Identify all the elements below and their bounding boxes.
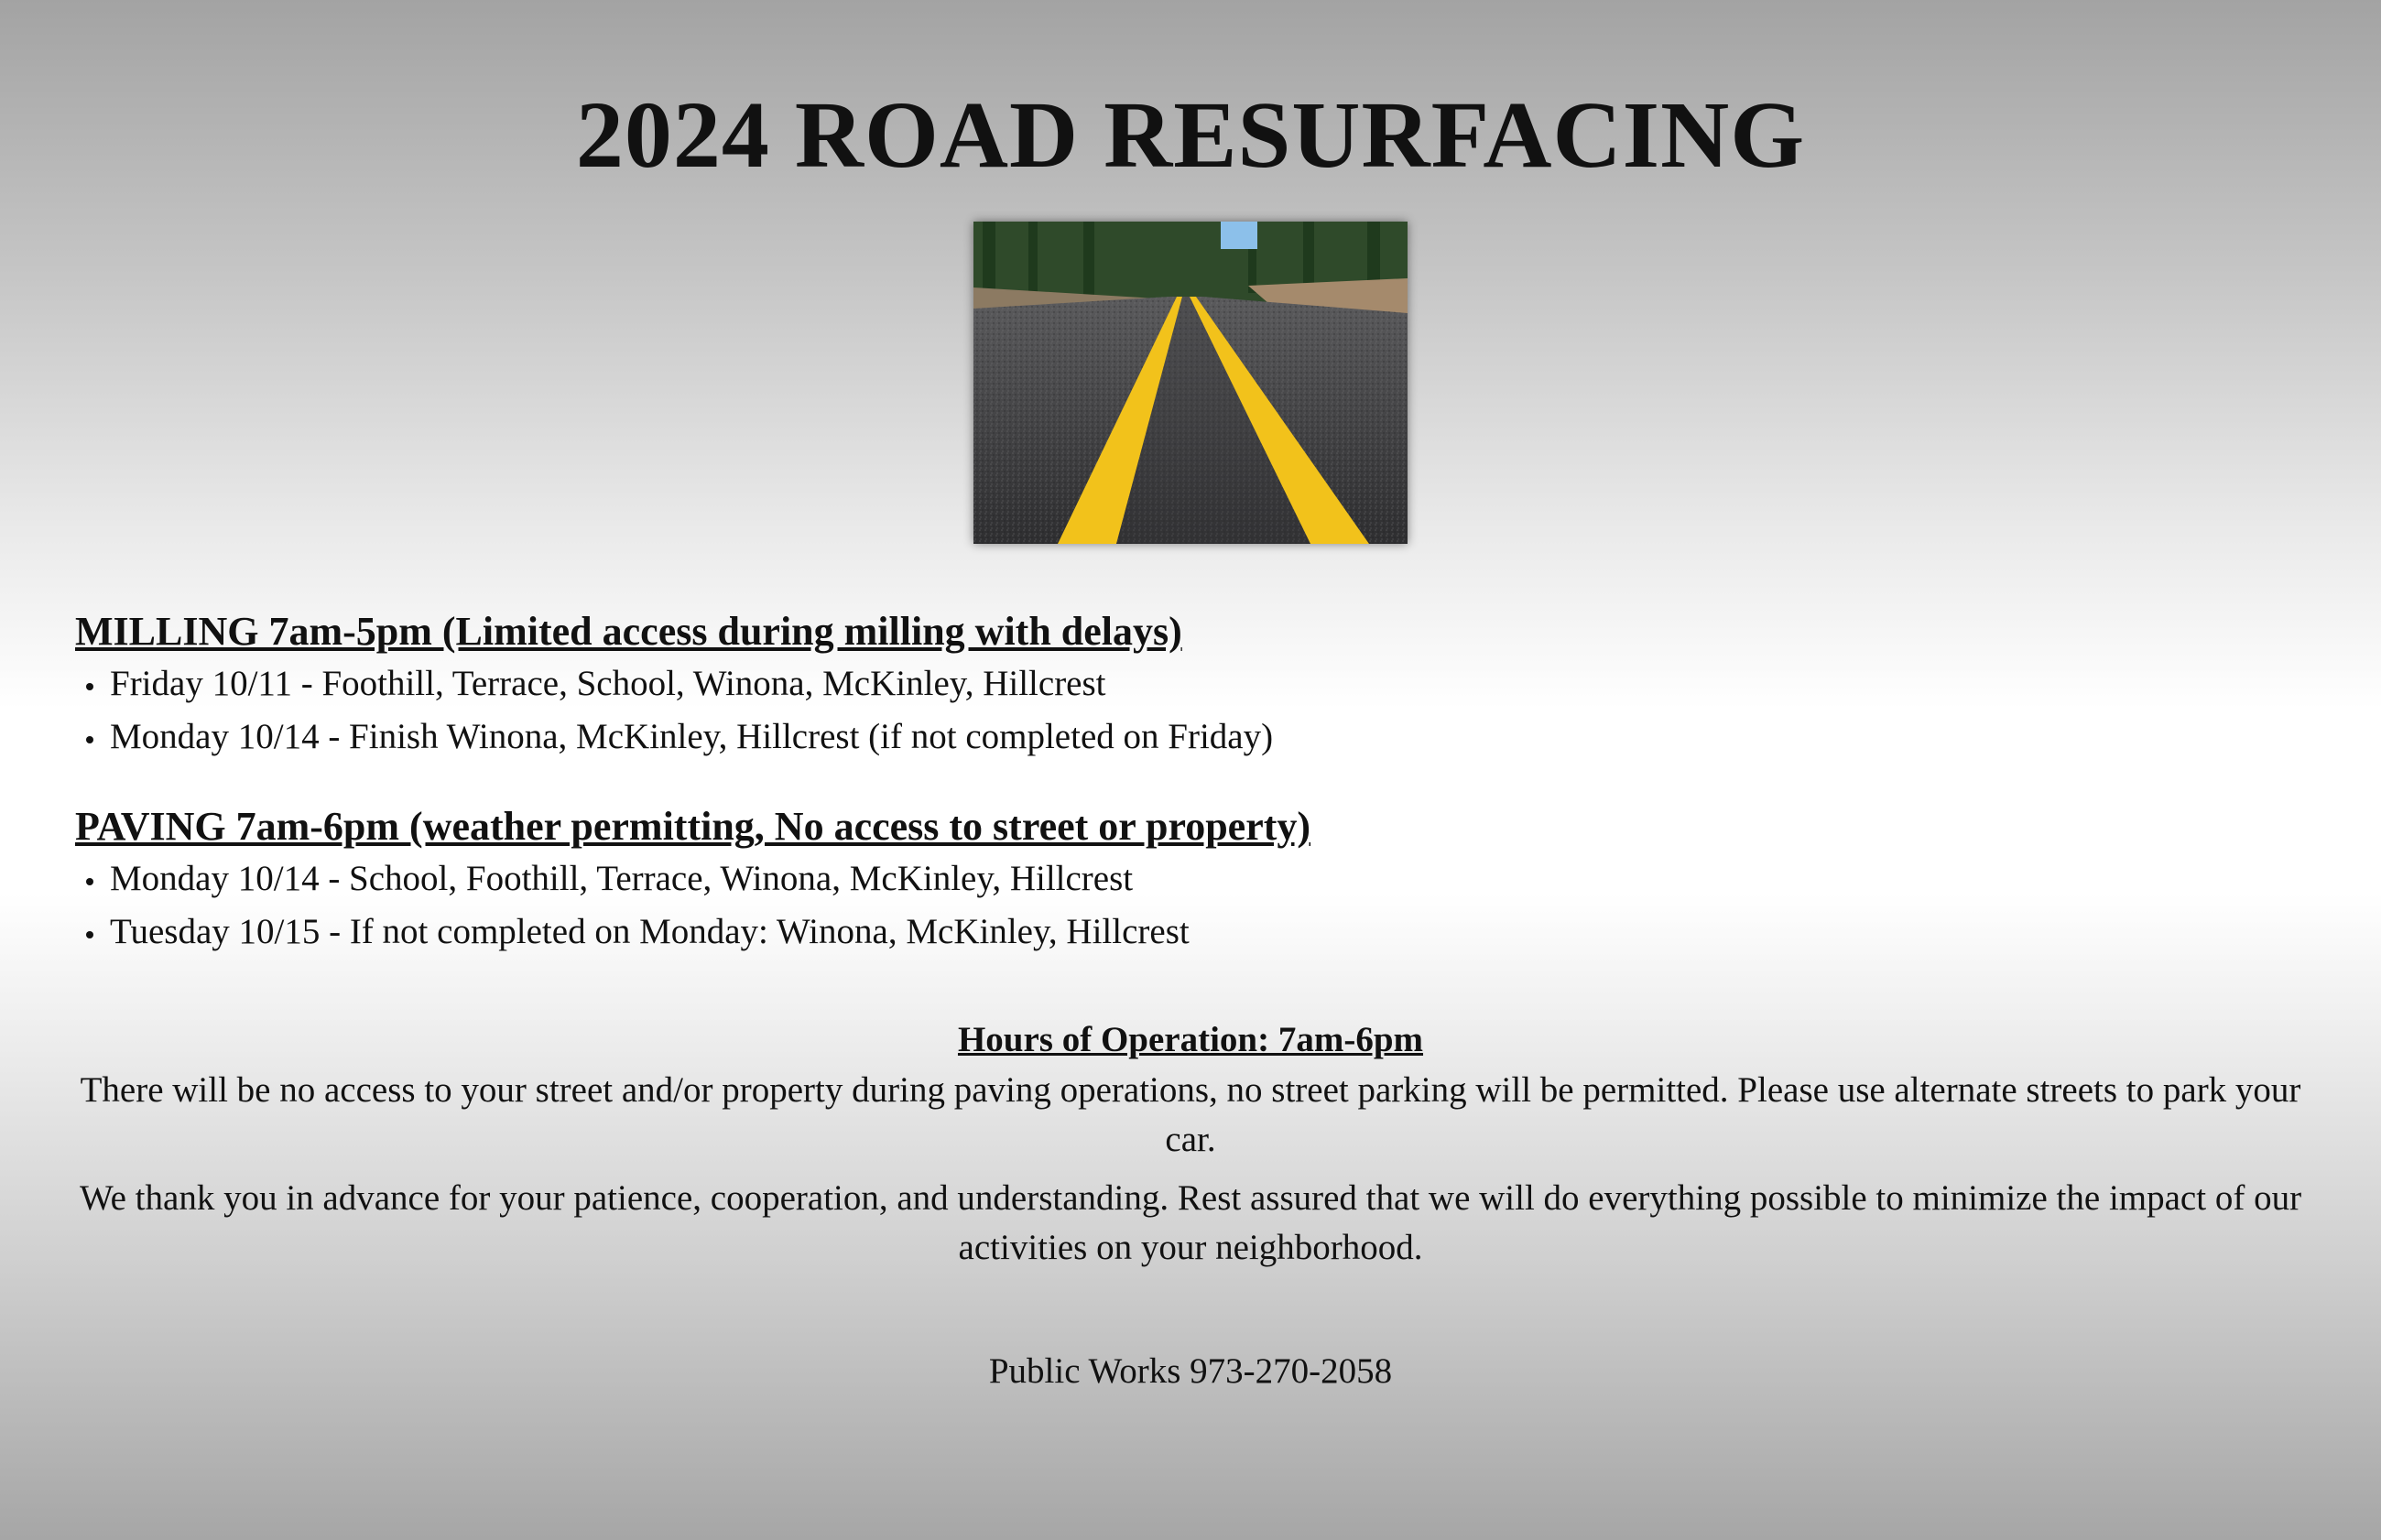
list-item: Monday 10/14 - Finish Winona, McKinley, Hillcrest (if not completed on Friday) [75, 710, 2310, 764]
list-item: Tuesday 10/15 - If not completed on Monday: Winona, McKinley, Hillcrest [75, 906, 2310, 959]
hours-section [73, 1014, 2308, 1273]
page-title: 2024 ROAD RESURFACING [575, 82, 1806, 188]
milling-section [75, 606, 2310, 764]
road-photo-icon [973, 222, 1408, 544]
milling-list [75, 657, 2310, 764]
hours-heading: Hours of Operation: 7am-6pm [957, 1020, 1424, 1059]
list-item: Monday 10/14 - School, Foothill, Terrace, Winona, McKinley, Hillcrest [75, 852, 2310, 906]
thank-you-notice: We thank you in advance for your patience, cooperation, and understanding. Rest assured that we will do everything possible to minimize the impact of our activities on your neighborhood. [79, 1178, 2302, 1267]
milling-heading: MILLING 7am-5pm (Limited access during milling with delays) [75, 609, 1182, 654]
access-notice: There will be no access to your street and/or property during paving operations, no street parking will be permitted. Please use alternate streets to park your car. [80, 1070, 2301, 1159]
contact-info: Public Works 973-270-2058 [988, 1351, 1393, 1391]
paving-section [75, 801, 2310, 959]
paving-heading: PAVING 7am-6pm (weather permitting, No access to street or property) [75, 804, 1311, 849]
paving-list [75, 852, 2310, 959]
list-item: Friday 10/11 - Foothill, Terrace, School, Winona, McKinley, Hillcrest [75, 657, 2310, 710]
